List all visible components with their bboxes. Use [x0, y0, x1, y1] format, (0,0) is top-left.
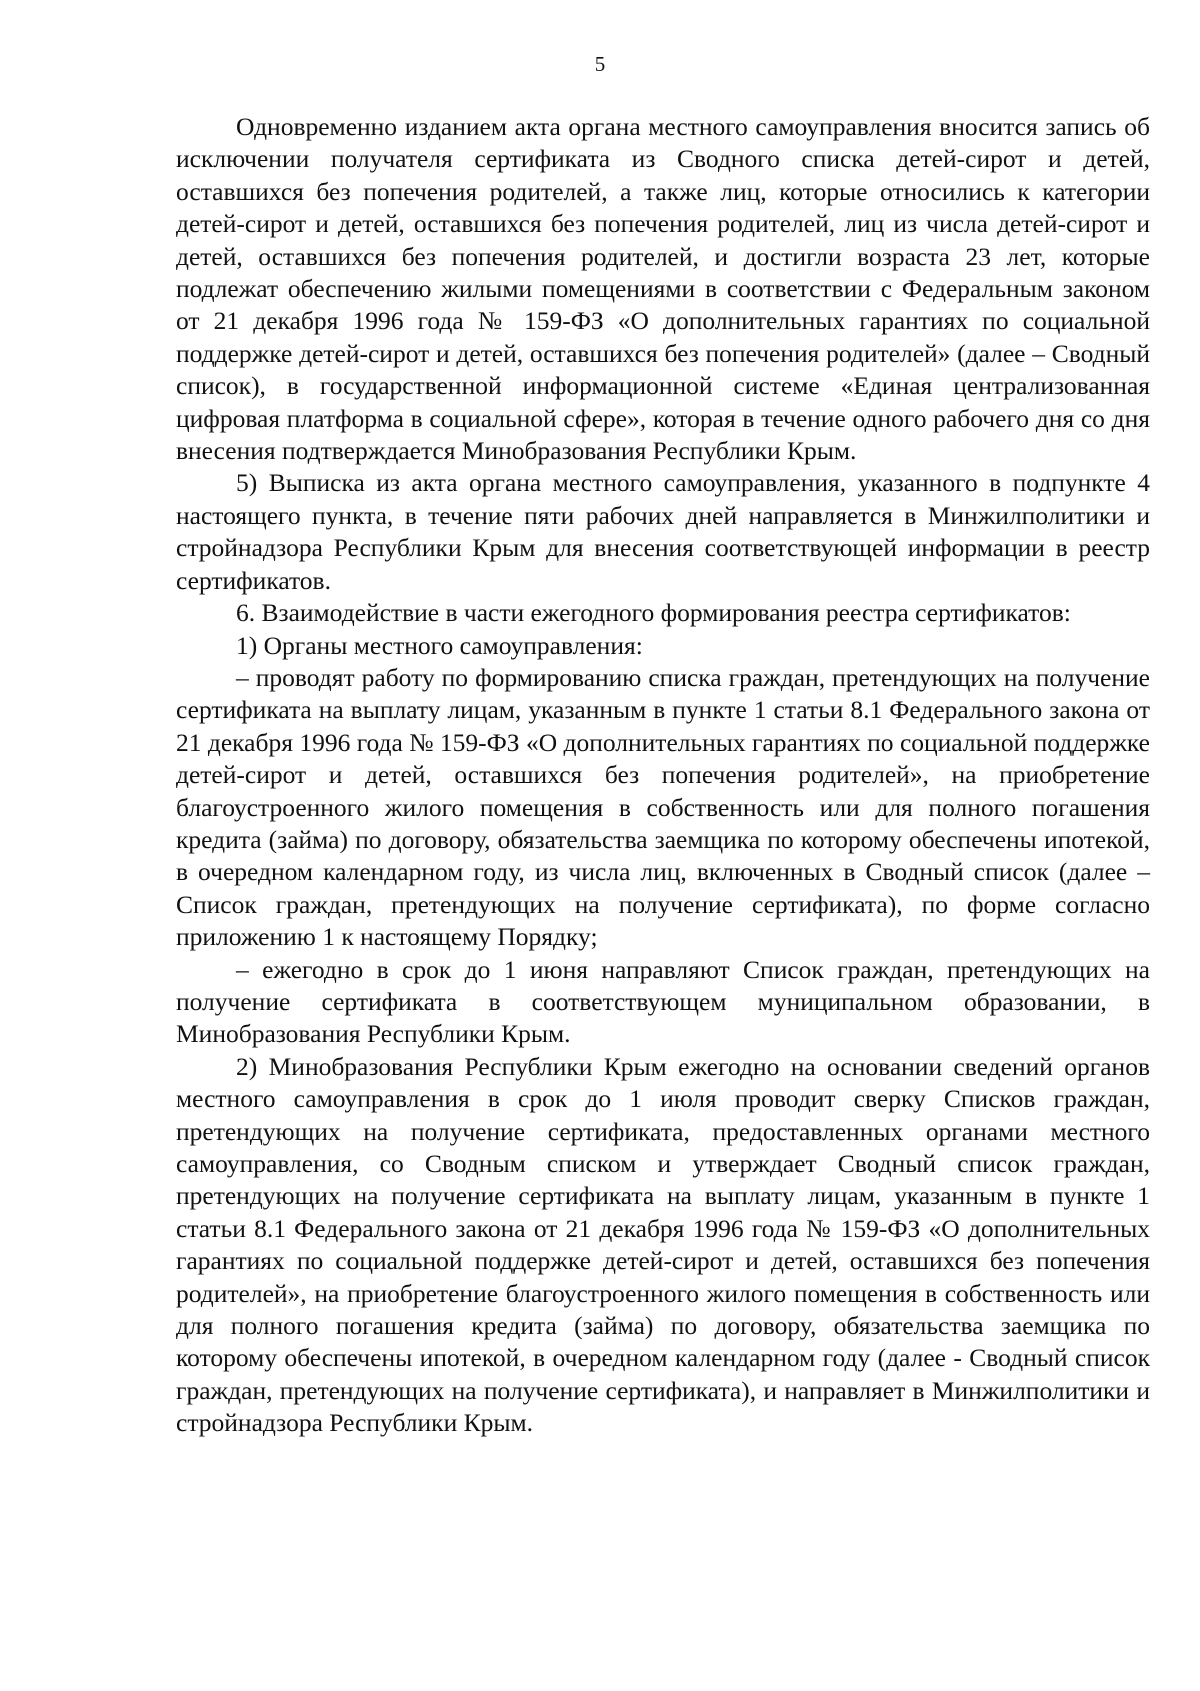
paragraph-dash-annual-submission: – ежегодно в срок до 1 июня направляют Список граждан, претендующих на получение сертификата в соответствующем муниципальном образовании, в Минобразования Республики Крым.	[176, 954, 1150, 1049]
paragraph-record-exclusion: Одновременно изданием акта органа местного самоуправления вносится запись об исключении получателя сертификата из Сводного списка детей-сирот и детей, оставшихся без попечения родителей, а также лиц, которые относились к категории детей-сирот и детей, оставшихся без попечения родителей, лиц из числа детей-сирот и детей, оставшихся без попечения родителей, и достигли возраста 23 лет, которые подлежат обеспечению жилыми помещениями в соответствии с Федеральным законом от 21 декабря 1996 года № 159-ФЗ «О дополнительных гарантиях по социальной поддержке детей-сирот и детей, оставшихся без попечения родителей» (далее – Сводный список), в государственной информационной системе «Единая централизованная цифровая платформа в социальной сфере», которая в течение одного рабочего дня со дня внесения подтверждается Минобразования Республики Крым.	[176, 112, 1150, 466]
paragraph-section-6: 6. Взаимодействие в части ежегодного формирования реестра сертификатов:	[236, 598, 1071, 628]
page-number: 5	[594, 52, 606, 76]
paragraph-item-5: 5) Выписка из акта органа местного самоуправления, указанного в подпункте 4 настоящего пункта, в течение пяти рабочих дней направляется в Минжилполитики и стройнадзора Республики Крым для внесения соответствующей информации в реестр сертификатов.	[176, 468, 1150, 595]
paragraph-item-1: 1) Органы местного самоуправления:	[236, 630, 643, 660]
paragraph-dash-list-formation: – проводят работу по формированию списка граждан, претендующих на получение сертификата на выплату лицам, указанным в пункте 1 статьи 8.1 Федерального закона от 21 декабря 1996 года № 159-ФЗ «О дополнительных гарантиях по социальной поддержке детей-сирот и детей, оставшихся без попечения родителей», на приобретение благоустроенного жилого помещения в собственность или для полного погашения кредита (займа) по договору, обязательства заемщика по которому обеспечены ипотекой, в очередном календарном году, из числа лиц, включенных в Сводный список (далее – Список граждан, претендующих на получение сертификата), по форме согласно приложению 1 к настоящему Порядку;	[176, 662, 1150, 952]
paragraph-item-2: 2) Минобразования Республики Крым ежегодно на основании сведений органов местного самоуправления в срок до 1 июля проводит сверку Списков граждан, претендующих на получение сертификата, предоставленных органами местного самоуправления, со Сводным списком и утверждает Сводный список граждан, претендующих на получение сертификата на выплату лицам, указанным в пункте 1 статьи 8.1 Федерального закона от 21 декабря 1996 года № 159-ФЗ «О дополнительных гарантиях по социальной поддержке детей-сирот и детей, оставшихся без попечения родителей», на приобретение благоустроенного жилого помещения в собственность или для полного погашения кредита (займа) по договору, обязательства заемщика по которому обеспечены ипотекой, в очередном календарном году (далее - Сводный список граждан, претендующих на получение сертификата), и направляет в Минжилполитики и стройнадзора Республики Крым.	[176, 1051, 1150, 1438]
document-body	[176, 111, 1150, 1440]
